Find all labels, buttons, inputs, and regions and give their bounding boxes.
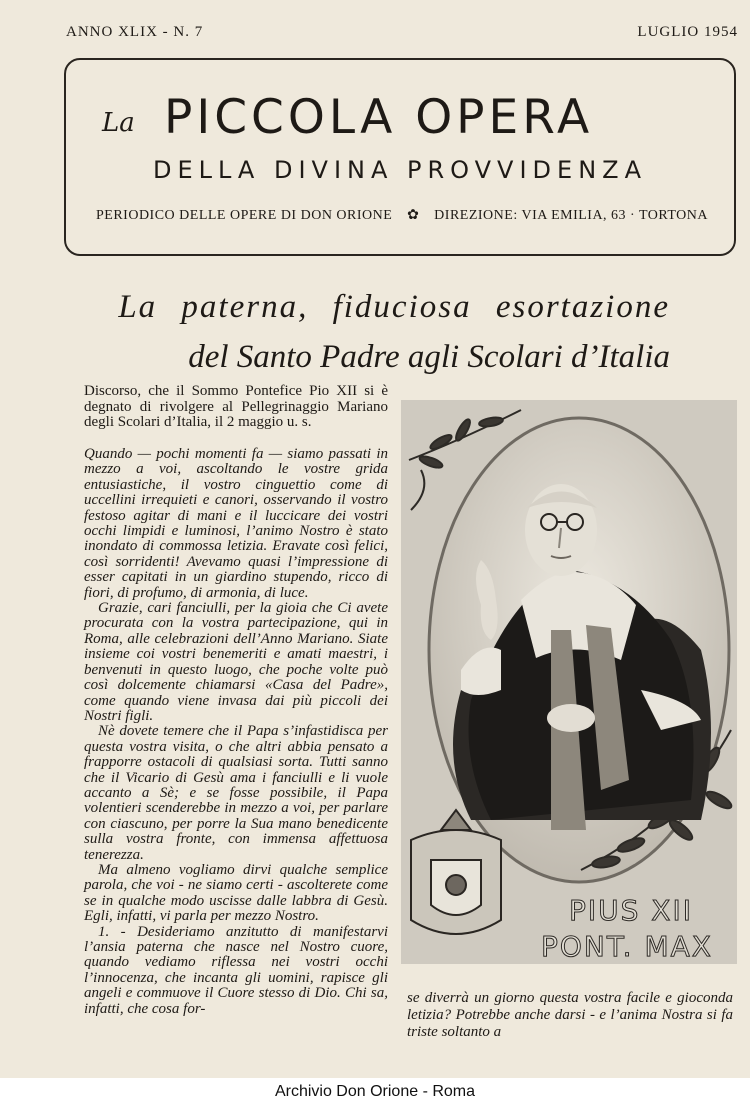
article-headline — [100, 282, 670, 382]
paragraph: Grazie, cari fanciulli, per la gioia che Ci avete procurata con la vostra partecipazione, qui in Roma, alle celebrazioni dell’Anno Mariano. Siate insieme coi vostri benemeriti e amati maestri, i benvenuti in questo luogo, che poche volte può così dolcemente chiamarsi «Casa del Padre», come quando viene invasa dai più piccoli dei Nostri figli. — [84, 600, 388, 724]
issue-date: LUGLIO 1954 — [637, 24, 738, 40]
masthead — [64, 58, 736, 256]
article-left-column — [84, 447, 388, 1017]
portrait-caption-line-2: PONT. MAX — [541, 930, 713, 963]
paragraph: Nè dovete temere che il Papa s’infastidisca per questa vostra visita, o che altri abbia pensato a frapporre ostacoli di qualsiasi sorta. Tutti sanno che il Vicario di Gesù ama i fanciulli e li vuole accanto a Sè; e se fosse possibile, il Papa volentieri scenderebbe in mezzo a voi, per parlare con ciascuno, per porre la Sua mano benedicente sulla vostra fronte, con immensa affettuosa tenerezza. — [84, 723, 388, 863]
headline-line-2: del Santo Padre agli Scolari d’Italia — [188, 339, 670, 375]
masthead-article: La — [102, 108, 135, 138]
article-right-column — [407, 990, 733, 1041]
issue-number: ANNO XLIX - N. 7 — [66, 24, 204, 40]
portrait-illustration — [401, 400, 737, 964]
archive-footer: Archivio Don Orione - Roma — [0, 1078, 750, 1106]
periodical-label: PERIODICO DELLE OPERE DI DON ORIONE — [96, 207, 393, 223]
paragraph: Quando — pochi momenti fa — siamo passati in mezzo a voi, ascoltando le vostre grida entusiastiche, il vostro cinguettio come di uccellini irrequieti e canori, osservando il vostro festoso agitar di mani e il luccicare dei vostri occhi limpidi e luminosi, l’animo Nostro è stato inondato di commossa letizia. Eravate così felici, così sorridenti! Avevamo quasi l’impressione di esser capitati in un giardino stupendo, ricco di fiori, di profumo, di armonia, di luce. — [84, 446, 388, 601]
paragraph: se diverrà un giorno questa vostra facile e gioconda letizia? Potrebbe anche darsi - e l’anima Nostra si fa triste soltanto a — [407, 990, 733, 1040]
portrait-caption-line-1: PIUS XII — [569, 894, 694, 927]
paragraph: 1. - Desideriamo anzitutto di manifestarvi l’ansia paterna che nasce nel Nostro cuore, quando vediamo riflessa nei vostri occhi l’innocenza, che incanta gli uomini, rapisce gli angeli e commuove il Cuore stesso di Dio. Chi sa, infatti, che cosa for- — [84, 923, 388, 1017]
masthead-subtitle: DELLA DIVINA PROVVIDENZA — [152, 156, 648, 184]
paragraph: Ma almeno vogliamo dirvi qualche semplice parola, che voi - ne siamo certi - ascolterete come se in qualche modo uscisse dalle labbra di Gesù. Egli, infatti, vi parla per mezzo Nostro. — [84, 861, 388, 925]
masthead-title: PICCOLA OPERA — [164, 90, 594, 145]
direction-address: DIREZIONE: VIA EMILIA, 63 · TORTONA — [434, 207, 708, 223]
masthead-info-line — [96, 207, 708, 224]
masthead-title-row — [66, 90, 734, 150]
flower-ornament-icon: ✿ — [407, 208, 420, 223]
pope-portrait-photo — [401, 400, 737, 964]
article-intro: Discorso, che il Sommo Pontefice Pio XII si è degnato di rivolgere al Pellegrinaggio Mariano degli Scolari d’Italia, il 2 maggio u. s. — [84, 383, 388, 431]
headline-line-1: La paterna, fiduciosa esortazione — [118, 289, 670, 325]
